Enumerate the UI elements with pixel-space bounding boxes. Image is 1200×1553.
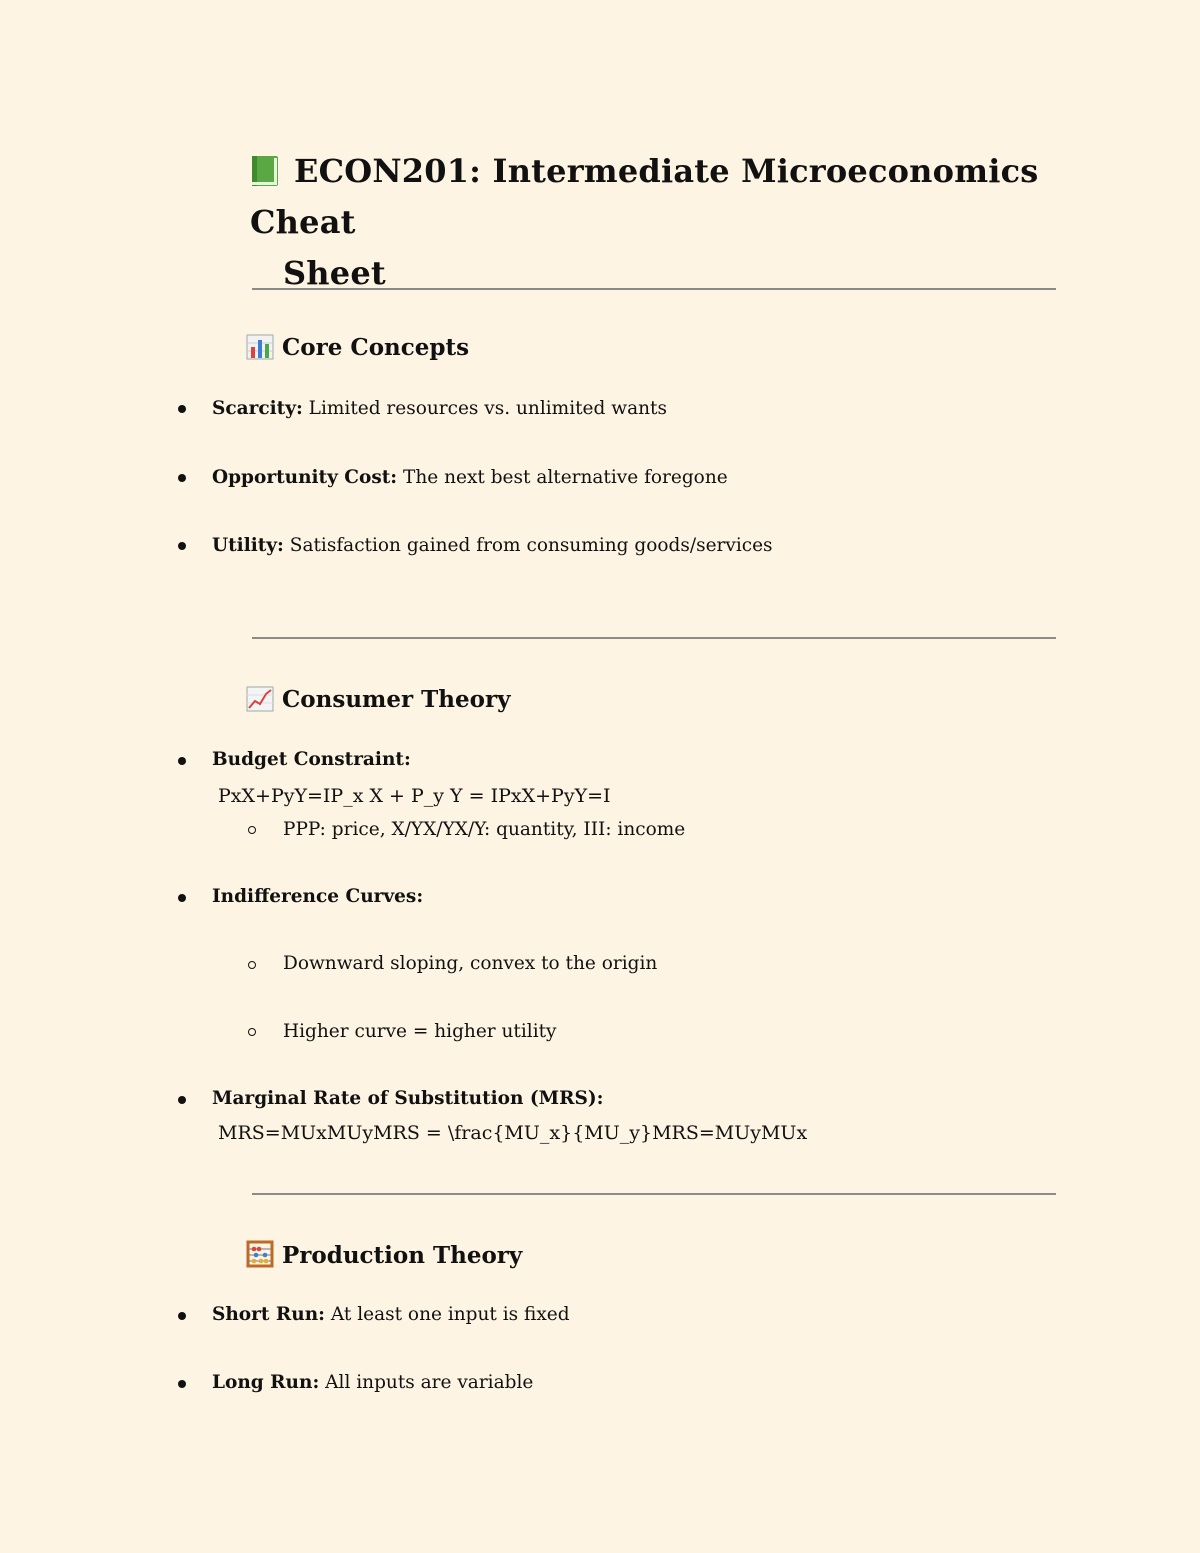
definition: At least one input is fixed: [325, 1304, 570, 1325]
term: Indifference Curves:: [212, 886, 424, 907]
term: Short Run:: [212, 1304, 325, 1325]
section-heading-production-theory: [246, 1240, 522, 1271]
sub-bullet: [248, 1028, 256, 1036]
section-heading-consumer-theory: [246, 685, 510, 715]
list-item: [212, 465, 728, 491]
divider: [252, 288, 1056, 290]
bullet: [178, 474, 186, 482]
term: Utility:: [212, 535, 284, 556]
bullet: [178, 757, 186, 765]
sub-bullet: [248, 961, 256, 969]
list-item: [212, 884, 423, 910]
bullet: [178, 542, 186, 550]
list-item: [212, 1370, 533, 1396]
abacus-icon: [246, 1240, 274, 1268]
term: Opportunity Cost:: [212, 467, 398, 488]
budget-formula: PxX+PyY=IP_x X + P_y Y = IPxX+PyY=I: [218, 785, 611, 807]
bullet: [178, 894, 186, 902]
definition: The next best alternative foregone: [397, 467, 728, 488]
list-item: [212, 1086, 603, 1112]
section-heading-core-concepts: [246, 333, 469, 363]
bullet: [178, 1380, 186, 1388]
list-item: [212, 533, 773, 559]
sub-list-item: Downward sloping, convex to the origin: [283, 953, 658, 974]
bullet: [178, 1096, 186, 1104]
section-title: Production Theory: [282, 1242, 523, 1269]
definition: Limited resources vs. unlimited wants: [302, 398, 667, 419]
list-item: [212, 396, 667, 422]
term: Scarcity:: [212, 398, 303, 419]
page-title: [250, 146, 1050, 299]
bullet: [178, 405, 186, 413]
mrs-formula: MRS=MUxMUyMRS = \frac{MU_x}{MU_y}MRS=MUyMUx: [218, 1122, 808, 1144]
term: Long Run:: [212, 1372, 320, 1393]
bar-chart-icon: [246, 334, 274, 360]
definition: All inputs are variable: [319, 1372, 534, 1393]
page-title-line1: ECON201: Intermediate Microeconomics Cheat: [250, 152, 1039, 241]
divider: [252, 1193, 1056, 1195]
sub-list-item: PPP: price, X/YX/YX/Y: quantity, III: income: [283, 819, 686, 840]
term: Budget Constraint:: [212, 749, 411, 770]
list-item: [212, 747, 411, 773]
page-title-line2: Sheet: [283, 254, 386, 292]
sub-bullet: [248, 826, 256, 834]
bullet: [178, 1312, 186, 1320]
sub-list-item: Higher curve = higher utility: [283, 1021, 557, 1042]
section-title: Consumer Theory: [282, 686, 511, 713]
divider: [252, 637, 1056, 639]
green-book-icon: [250, 155, 280, 187]
term: Marginal Rate of Substitution (MRS):: [212, 1088, 604, 1109]
list-item: [212, 1302, 570, 1328]
trending-up-chart-icon: [246, 686, 274, 712]
section-title: Core Concepts: [282, 334, 470, 361]
definition: Satisfaction gained from consuming goods/services: [283, 535, 773, 556]
